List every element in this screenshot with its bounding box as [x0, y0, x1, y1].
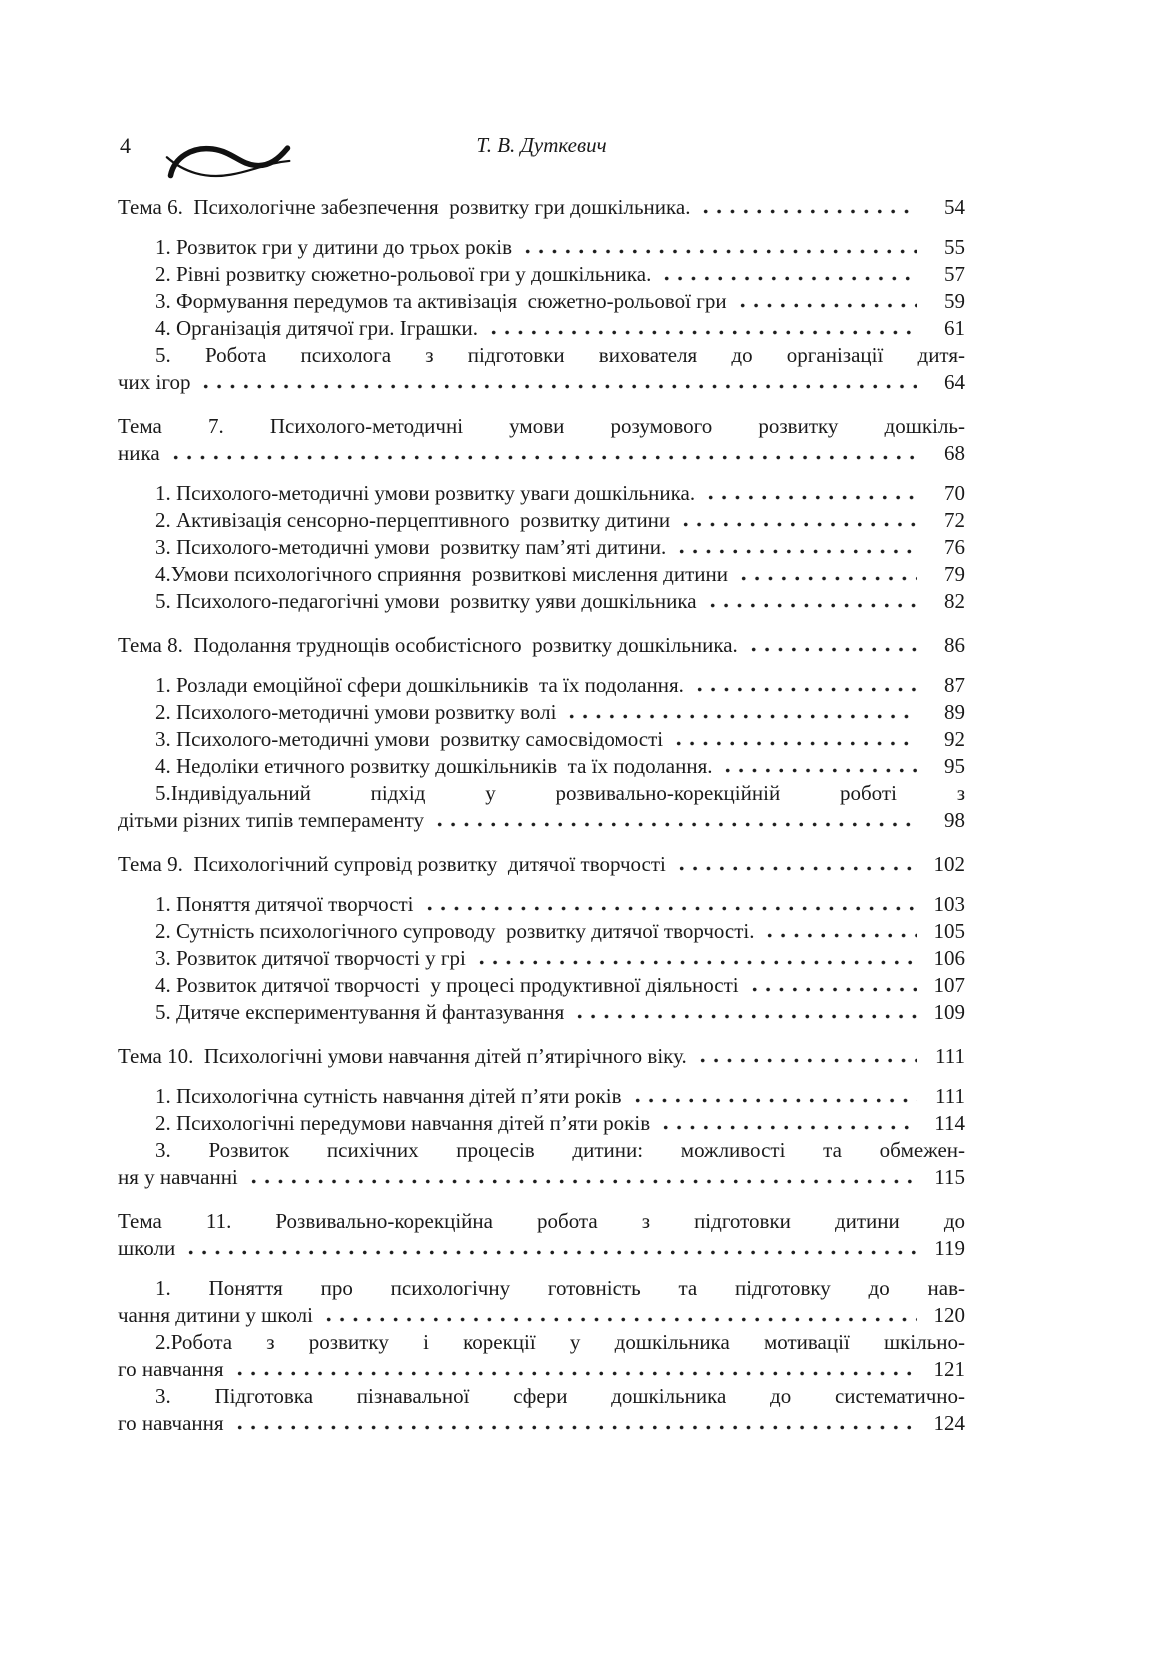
toc-sub-entry — [118, 726, 965, 753]
dot-leader-icon — [677, 507, 917, 527]
toc-entry-row — [118, 632, 965, 659]
toc-section-group — [118, 632, 965, 834]
toc-entry-row — [118, 672, 965, 699]
dot-leader-icon — [745, 632, 917, 652]
toc-entry-text: 3. Розвиток дитячої творчості у грі — [155, 946, 466, 970]
toc-entry-text: 5. Дитяче експериментування й фантазування — [155, 1000, 565, 1024]
toc-entry-page-number: 103 — [933, 892, 965, 916]
toc — [118, 194, 965, 1437]
toc-entry-page-number: 109 — [933, 1000, 965, 1024]
toc-entry-page-number: 102 — [933, 852, 965, 876]
toc-entry-page-number: 105 — [933, 919, 965, 943]
toc-entry-page-number: 82 — [944, 589, 965, 613]
toc-entry-page-number: 86 — [944, 633, 965, 657]
calligraphic-swash-ornament-icon — [165, 134, 293, 186]
toc-entry-row — [118, 561, 965, 588]
toc-entry-row — [118, 1110, 965, 1137]
dot-leader-icon — [563, 699, 917, 719]
toc-entry-page-number: 111 — [935, 1084, 965, 1108]
toc-entry-row — [118, 440, 965, 467]
toc-entry-text: 2. Психолого-методичні умови розвитку волі — [155, 700, 557, 724]
dot-leader-icon — [485, 315, 917, 335]
toc-entry-page-number: 95 — [944, 754, 965, 778]
toc-entry-page-number: 70 — [944, 481, 965, 505]
dot-leader-icon — [421, 891, 917, 911]
toc-entry-text-line: 2.Робота з розвитку і корекції у дошкільника мотивації шкільно- — [155, 1330, 965, 1354]
toc-entry-row — [118, 234, 965, 261]
toc-entry-row — [118, 726, 965, 753]
toc-entry-text: 2. Активізація сенсорно-перцептивного розвитку дитини — [155, 508, 671, 532]
toc-entry-row — [118, 1235, 965, 1262]
toc-entry-page-number: 57 — [944, 262, 965, 286]
dot-leader-icon — [761, 918, 917, 938]
dot-leader-icon — [431, 807, 917, 827]
toc-sub-entry — [118, 891, 965, 918]
toc-entry-text: чання дитини у школі — [118, 1303, 313, 1327]
toc-entry-page-number: 64 — [944, 370, 965, 394]
dot-leader-icon — [670, 726, 917, 746]
toc-entry-page-number: 54 — [944, 195, 965, 219]
dot-leader-icon — [691, 672, 917, 692]
toc-entry-text: 4. Організація дитячої гри. Іграшки. — [155, 316, 479, 340]
toc-entry-text-line: 3. Підготовка пізнавальної сфери дошкільника до систематично- — [155, 1384, 965, 1408]
dot-leader-icon — [320, 1302, 917, 1322]
toc-sub-entry — [118, 945, 965, 972]
toc-sub-entry — [118, 1275, 965, 1329]
toc-sub-entry — [118, 972, 965, 999]
toc-entry-row — [118, 507, 965, 534]
toc-section-group — [118, 194, 965, 396]
toc-entry-page-number: 111 — [935, 1044, 965, 1068]
toc-entry-text-line: 5.Індивідуальний підхід у розвивально-корекційній роботі з — [155, 781, 965, 805]
toc-section-entry — [118, 413, 965, 467]
dot-leader-icon — [673, 851, 917, 871]
toc-entry-text-line: 1. Поняття про психологічну готовність та підготовку до нав- — [155, 1276, 965, 1300]
toc-sub-entry — [118, 534, 965, 561]
toc-entry-text: дітьми різних типів темпераменту — [118, 808, 424, 832]
toc-entry-page-number: 89 — [944, 700, 965, 724]
toc-entry-text: 1. Розлади емоційної сфери дошкільників та їх подолання. — [155, 673, 684, 697]
toc-sub-entry — [118, 507, 965, 534]
toc-entry-row — [118, 1083, 965, 1110]
toc-entry-text: 1. Психолого-методичні умови розвитку уваги дошкільника. — [155, 481, 696, 505]
toc-sub-entry — [118, 753, 965, 780]
page-number: 4 — [120, 133, 131, 158]
toc-entry-text: 4. Розвиток дитячої творчості у процесі продуктивної діяльності — [155, 973, 739, 997]
toc-entry-row — [118, 918, 965, 945]
dot-leader-icon — [697, 194, 917, 214]
toc-entry-text: 2. Рівні розвитку сюжетно-рольової гри у дошкільника. — [155, 262, 652, 286]
toc-entry-text: 3. Формування передумов та активізація сюжетно-рольової гри — [155, 289, 727, 313]
dot-leader-icon — [197, 369, 917, 389]
dot-leader-icon — [245, 1164, 917, 1184]
toc-entry-row — [118, 480, 965, 507]
toc-sub-entry — [118, 999, 965, 1026]
toc-entry-text-line: Тема 11. Розвивально-корекційна робота з підготовки дитини до — [118, 1209, 965, 1233]
toc-entry-row — [118, 1410, 965, 1437]
toc-sub-entry — [118, 480, 965, 507]
dot-leader-icon — [182, 1235, 917, 1255]
toc-entry-text: школи — [118, 1236, 176, 1260]
toc-entry-text: Тема 10. Психологічні умови навчання дітей п’ятирічного віку. — [118, 1044, 687, 1068]
toc-entry-text: Тема 6. Психологічне забезпечення розвитку гри дошкільника. — [118, 195, 691, 219]
toc-section-entry — [118, 632, 965, 659]
dot-leader-icon — [734, 288, 917, 308]
toc-section-entry — [118, 1043, 965, 1070]
toc-entry-page-number: 68 — [944, 441, 965, 465]
toc-entry-row — [118, 194, 965, 221]
toc-sub-entry — [118, 234, 965, 261]
toc-section-group — [118, 1208, 965, 1437]
toc-sub-entry — [118, 1329, 965, 1383]
toc-entry-page-number: 119 — [934, 1236, 965, 1260]
toc-sub-entry — [118, 918, 965, 945]
toc-sub-entry — [118, 261, 965, 288]
dot-leader-icon — [167, 440, 917, 460]
toc-entry-row — [118, 891, 965, 918]
toc-entry-page-number: 87 — [944, 673, 965, 697]
toc-entry-text: 2. Сутність психологічного супроводу розвитку дитячої творчості. — [155, 919, 755, 943]
toc-sub-entry — [118, 1137, 965, 1191]
dot-leader-icon — [704, 588, 917, 608]
toc-entry-text: 1. Розвиток гри у дитини до трьох років — [155, 235, 512, 259]
toc-entry-page-number: 124 — [933, 1411, 965, 1435]
dot-leader-icon — [629, 1083, 917, 1103]
dot-leader-icon — [231, 1410, 917, 1430]
toc-entry-text: го навчання — [118, 1357, 224, 1381]
dot-leader-icon — [735, 561, 917, 581]
toc-section-entry — [118, 194, 965, 221]
toc-entry-row — [118, 369, 965, 396]
toc-entry-text: Тема 8. Подолання труднощів особистісного розвитку дошкільника. — [118, 633, 738, 657]
toc-section-group — [118, 1043, 965, 1191]
toc-entry-page-number: 115 — [934, 1165, 965, 1189]
toc-entry-text: 5. Психолого-педагогічні умови розвитку уяви дошкільника — [155, 589, 697, 613]
toc-entry-row — [118, 699, 965, 726]
dot-leader-icon — [658, 261, 917, 281]
dot-leader-icon — [719, 753, 917, 773]
toc-entry-row — [118, 1043, 965, 1070]
toc-entry-page-number: 76 — [944, 535, 965, 559]
toc-entry-page-number: 59 — [944, 289, 965, 313]
toc-entry-row — [118, 999, 965, 1026]
toc-entry-text: ника — [118, 441, 160, 465]
toc-entry-row — [118, 1164, 965, 1191]
toc-entry-text: 3. Психолого-методичні умови розвитку пам’яті дитини. — [155, 535, 667, 559]
toc-section-group — [118, 851, 965, 1026]
toc-entry-row — [118, 807, 965, 834]
toc-entry-text: 1. Психологічна сутність навчання дітей п’яти років — [155, 1084, 622, 1108]
toc-entry-row — [118, 1302, 965, 1329]
toc-entry-text: чих ігор — [118, 370, 191, 394]
toc-section-entry — [118, 851, 965, 878]
toc-entry-text: 4. Недоліки етичного розвитку дошкільників та їх подолання. — [155, 754, 713, 778]
toc-sub-entry — [118, 672, 965, 699]
toc-entry-page-number: 55 — [944, 235, 965, 259]
toc-sub-entry — [118, 699, 965, 726]
toc-entry-row — [118, 261, 965, 288]
toc-entry-row — [118, 315, 965, 342]
toc-entry-row — [118, 1356, 965, 1383]
running-head: Т. В. Дуткевич — [476, 133, 607, 157]
dot-leader-icon — [746, 972, 917, 992]
toc-entry-row — [118, 534, 965, 561]
toc-entry-text: го навчання — [118, 1411, 224, 1435]
toc-entry-text-line: Тема 7. Психолого-методичні умови розумового розвитку дошкіль- — [118, 414, 965, 438]
toc-entry-text: Тема 9. Психологічний супровід розвитку дитячої творчості — [118, 852, 666, 876]
toc-entry-row — [118, 972, 965, 999]
dot-leader-icon — [673, 534, 917, 554]
toc-entry-page-number: 106 — [933, 946, 965, 970]
toc-entry-page-number: 72 — [944, 508, 965, 532]
toc-entry-row — [118, 851, 965, 878]
dot-leader-icon — [702, 480, 917, 500]
toc-sub-entry — [118, 288, 965, 315]
dot-leader-icon — [694, 1043, 917, 1063]
toc-entry-page-number: 114 — [934, 1111, 965, 1135]
toc-entry-page-number: 61 — [944, 316, 965, 340]
toc-entry-text-line: 5. Робота психолога з підготовки вихователя до організації дитя- — [155, 343, 965, 367]
toc-entry-text: ня у навчанні — [118, 1165, 238, 1189]
dot-leader-icon — [657, 1110, 917, 1130]
dot-leader-icon — [519, 234, 917, 254]
dot-leader-icon — [571, 999, 917, 1019]
toc-sub-entry — [118, 1383, 965, 1437]
page-header — [118, 132, 965, 194]
dot-leader-icon — [231, 1356, 917, 1376]
toc-entry-page-number: 79 — [944, 562, 965, 586]
toc-sub-entry — [118, 1110, 965, 1137]
toc-sub-entry — [118, 780, 965, 834]
toc-sub-entry — [118, 1083, 965, 1110]
toc-sub-entry — [118, 561, 965, 588]
toc-entry-page-number: 92 — [944, 727, 965, 751]
toc-sub-entry — [118, 342, 965, 396]
toc-entry-page-number: 121 — [933, 1357, 965, 1381]
toc-entry-row — [118, 753, 965, 780]
toc-entry-page-number: 98 — [944, 808, 965, 832]
toc-entry-page-number: 120 — [933, 1303, 965, 1327]
toc-sub-entry — [118, 588, 965, 615]
toc-entry-page-number: 107 — [933, 973, 965, 997]
toc-entry-row — [118, 288, 965, 315]
toc-entry-row — [118, 945, 965, 972]
dot-leader-icon — [473, 945, 917, 965]
toc-section-group — [118, 413, 965, 615]
toc-entry-text: 3. Психолого-методичні умови розвитку самосвідомості — [155, 727, 664, 751]
toc-entry-text: 4.Умови психологічного сприяння розвиткові мислення дитини — [155, 562, 728, 586]
toc-entry-text: 1. Поняття дитячої творчості — [155, 892, 414, 916]
toc-entry-text: 2. Психологічні передумови навчання дітей п’яти років — [155, 1111, 651, 1135]
toc-entry-text-line: 3. Розвиток психічних процесів дитини: можливості та обмежен- — [155, 1138, 965, 1162]
toc-entry-row — [118, 588, 965, 615]
toc-sub-entry — [118, 315, 965, 342]
toc-section-entry — [118, 1208, 965, 1262]
